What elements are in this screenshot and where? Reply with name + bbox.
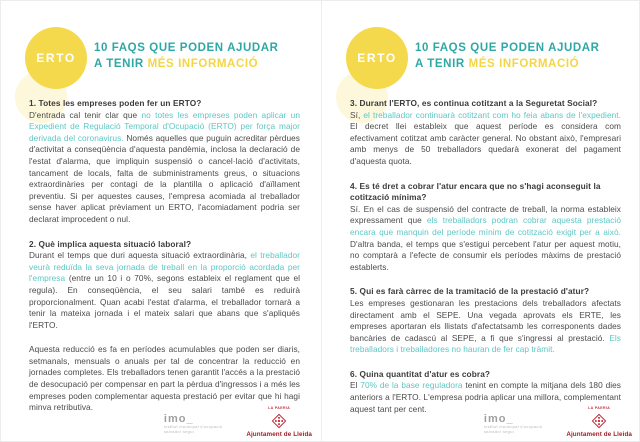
answer-text: D'altra banda, el temps que s'estigui percebent l'atur per aquest motiu, no comptarà a l'efecte de consumir els períodes màxims de prestació establerts. bbox=[350, 238, 621, 272]
faq-block bbox=[350, 181, 621, 274]
page-footer bbox=[484, 406, 632, 438]
ajuntament-lleida-logo bbox=[246, 406, 312, 438]
faq-block bbox=[350, 286, 621, 356]
faq-question: 2. Què implica aquesta situació laboral? bbox=[29, 238, 192, 249]
answer-text: Només aquelles que puguin acreditar pèrdues d'activitat a conseqüència d'aquesta pandèmia, inclosa la declaració de l'estat d'alarma, que impliquin suspensió o cancel·lació d'activitats, tancament de locals, falta de subministraments greus, o situacions extraordinàries per contagi de la plantilla o aplicació d'aïllament preventiu. Si per aquestes causes, l'empresa acomiada al treballador sense haver aplicat prèviament un ERTO, l'acomiadament podria ser declarat improcedent o nul. bbox=[29, 132, 300, 224]
answer-highlight-text: no totes les empreses poden aplicar un Expedient de Regulació Temporal d'Ocupació (ERTO) per força major derivada del coronavirus. bbox=[29, 109, 300, 143]
faq-answer bbox=[29, 344, 300, 414]
faq-question: 5. Qui es farà càrrec de la tramitació de la prestació d'atur? bbox=[350, 286, 590, 297]
answer-text: El bbox=[350, 380, 361, 391]
erto-badge bbox=[25, 27, 87, 89]
faq-block bbox=[350, 98, 621, 168]
page-2 bbox=[321, 1, 640, 442]
la-paeria-label: LA PAERIA bbox=[588, 406, 611, 410]
page-title-line2-yellow: MÉS INFORMACIÓ bbox=[468, 58, 580, 70]
answer-highlight-text: el treballador continuarà cotitzant com ho feia abans de l'expedient. bbox=[363, 109, 621, 120]
faq-answer bbox=[350, 110, 621, 168]
faq-answer bbox=[29, 250, 300, 331]
imo-subtitle-line1: institut municipal d'ocupació bbox=[483, 424, 543, 429]
answer-text: Sí. En el cas de suspensió del contracte de treball, la norma estableix expressament que bbox=[350, 203, 621, 226]
faq-question: 6. Quina quantitat d'atur es cobra? bbox=[350, 368, 491, 379]
faq-block bbox=[29, 344, 300, 414]
lleida-coat-of-arms-icon bbox=[590, 412, 608, 430]
lleida-coat-of-arms-icon bbox=[270, 412, 288, 430]
ajuntament-lleida-logo bbox=[566, 406, 632, 438]
page-title bbox=[94, 40, 279, 72]
faq-question: 1. Totes les empreses poden fer un ERTO? bbox=[29, 98, 202, 108]
answer-text: El decret llei estableix que aquest període es considera com efectivament cotitzat amb caràcter general. No obstant això, l'empresari amb menys de 50 treballadors quedarà exonerat del pagament d'aquesta quota. bbox=[350, 121, 621, 166]
answer-highlight-text: el treballador veurà reduïda la seva jornada de treball en la proporció acordada per l'empresa bbox=[29, 250, 300, 284]
answer-highlight-text: els treballadors podran cobrar aquesta prestació encara que manquin del període mínim de cotització exigit per a això. bbox=[350, 215, 621, 237]
imo-logotype: imo_ bbox=[163, 413, 194, 425]
faq-block bbox=[29, 239, 300, 332]
page-title-line1: 10 FAQS QUE PODEN AJUDAR bbox=[94, 42, 279, 54]
page-1 bbox=[1, 1, 321, 442]
imo-subtitle-line2: salvador seguí bbox=[483, 429, 515, 434]
faq-list bbox=[350, 98, 621, 428]
erto-badge-label: ERTO bbox=[36, 51, 76, 65]
page-footer bbox=[164, 406, 312, 438]
page-title-line1: 10 FAQS QUE PODEN AJUDAR bbox=[415, 42, 600, 54]
imo-logo bbox=[164, 414, 222, 438]
ajuntament-lleida-label: Ajuntament de Lleida bbox=[566, 431, 632, 438]
answer-highlight-text: Els treballadors i treballadores no hauran de fer cap tràmit. bbox=[350, 332, 621, 355]
answer-text: D'entrada cal tenir clar que bbox=[29, 109, 142, 120]
ajuntament-lleida-label: Ajuntament de Lleida bbox=[246, 431, 312, 438]
answer-text: Durant el temps que duri aquesta situació extraordinària, bbox=[29, 250, 251, 261]
imo-logo bbox=[484, 414, 542, 438]
faq-question: 3. Durant l'ERTO, es continua cotitzant a la Seguretat Social? bbox=[350, 98, 598, 108]
page-title-line2-teal: A TENIR bbox=[94, 58, 148, 70]
erto-badge-label: ERTO bbox=[357, 51, 397, 65]
faq-answer bbox=[350, 204, 621, 274]
page-title-line2-teal: A TENIR bbox=[415, 58, 469, 70]
answer-text: Sí, bbox=[350, 109, 364, 120]
answer-highlight-text: 70% de la base reguladora bbox=[360, 380, 463, 391]
page-title bbox=[415, 40, 600, 72]
erto-badge bbox=[346, 27, 408, 89]
la-paeria-label: LA PAERIA bbox=[268, 406, 291, 410]
answer-text: tenint en compte la mitjana dels 180 dies anteriors a l'ERTO. L'empresa podria aplicar una millora, complementant aquest tant per cent. bbox=[350, 380, 621, 414]
page-title-line2-yellow: MÉS INFORMACIÓ bbox=[147, 58, 259, 70]
imo-logotype: imo_ bbox=[483, 413, 514, 425]
answer-text: Aquesta reducció es fa en períodes acumulables que poden ser diaris, setmanals, mensuals o anuals per tal de concentrar la reducció en jornades completes. Els treballadors tenen garantit l'accés a la prestació de desocupació per compensar en part la pèrdua d'ingressos i a més les empreses poden complementar aquesta prestació per evitar que hi hagi minva retributiva. bbox=[29, 344, 300, 413]
faq-answer bbox=[29, 110, 300, 226]
faq-answer bbox=[350, 298, 621, 356]
answer-text: (entre un 10 i o 70%, segons estableix el reglament que el regula). En conseqüència, el seu salari també es reduirà proporcionalment. Quan acabi l'estat d'alarma, el treballador tornarà a tenir la mateixa jornada i el mateix salari que abans que s'apliqués l'ERTO. bbox=[29, 273, 300, 330]
faq-question: 4. Es té dret a cobrar l'atur encara que no s'hagi aconseguit la cotització mínima? bbox=[350, 180, 601, 203]
answer-text: Les empreses gestionaran les prestacions dels treballadors afectats directament amb el SEPE. Una vegada aprovats els ERTE, les empreses aportaran els llistats d'afectatsamb les corresponents dades bancàries de cadascú al SEPE, a fi que s'ingressi al prestació. bbox=[350, 297, 621, 343]
imo-subtitle-line2: salvador seguí bbox=[163, 429, 195, 434]
imo-subtitle-line1: institut municipal d'ocupació bbox=[163, 424, 223, 429]
faq-block bbox=[29, 98, 300, 226]
faq-list bbox=[29, 98, 300, 427]
